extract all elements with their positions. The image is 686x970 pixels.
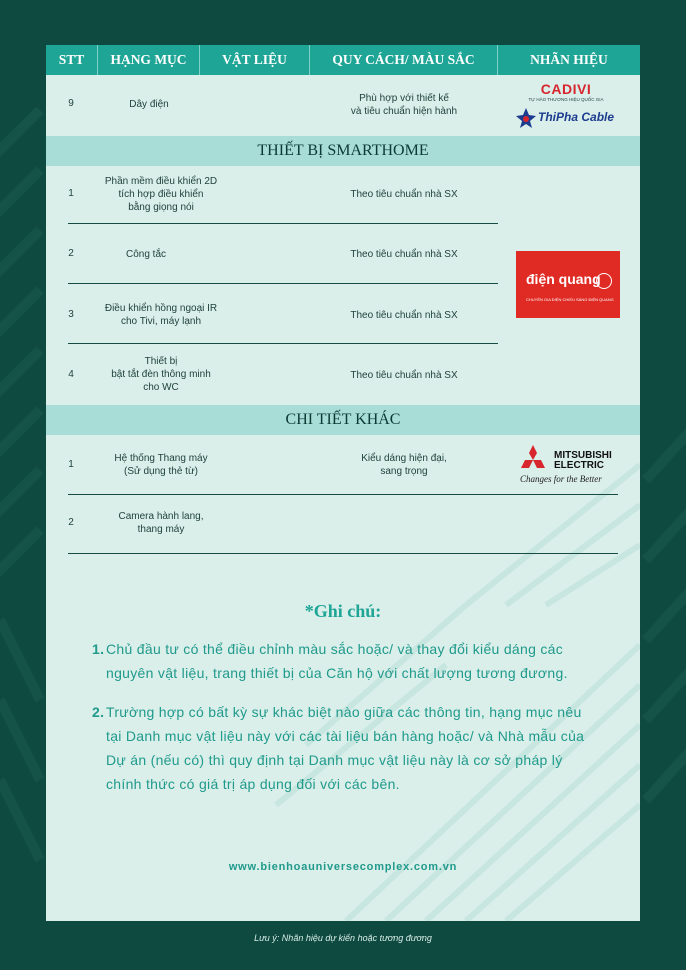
row-stt: 2	[68, 517, 74, 528]
row-stt: 3	[68, 309, 74, 320]
footer-note: Lưu ý: Nhãn hiệu dự kiến hoặc tương đương	[254, 933, 432, 943]
row-item: Camera hành lang, thang máy	[118, 511, 204, 535]
header-brand: NHÃN HIỆU	[530, 52, 608, 67]
row-item: Thiết bị bật tắt đèn thông minh cho WC	[111, 356, 211, 393]
section-title-other: CHI TIẾT KHÁC	[46, 405, 640, 435]
row-stt: 4	[68, 369, 74, 380]
row-divider	[68, 223, 498, 224]
row-item: Phần mềm điều khiển 2D tích hợp điều khiển bằng giọng nói	[104, 176, 218, 213]
table-header	[46, 45, 640, 75]
row-stt: 1	[68, 459, 74, 470]
document-page	[46, 45, 640, 921]
row-divider	[68, 343, 498, 344]
note-item: 2. Trường hợp có bất kỳ sự khác biệt nào giữa các thông tin, hạng mục nêu tại Danh mục vật liệu này với các tài liệu bán hàng hoặc/ và Nhà mẫu của Dự án (nếu có) thì quy định tại Danh mục vật liệu này là cơ sở pháp lý chính thức có giá trị áp dụng đối với các bên.	[92, 704, 585, 792]
note-item: 1. Chủ đầu tư có thể điều chỉnh màu sắc hoặc/ và thay đổi kiểu dáng các nguyên vật liệu, trang thiết bị của Căn hộ với chất lượng tương đương.	[92, 641, 568, 681]
cadivi-logo: CADIVI TỰ HÀO THƯƠNG HIỆU QUỐC GIA	[528, 81, 604, 102]
dien-quang-logo: điện quang CHUYÊN GIA ĐIỆN CHIẾU SÁNG ĐIỆN QUANG	[516, 251, 620, 318]
dien-quang-emblem-icon	[596, 273, 612, 289]
mitsubishi-diamonds-icon	[516, 445, 550, 475]
section-title-smarthome: THIẾT BỊ SMARTHOME	[46, 136, 640, 166]
row-divider	[68, 553, 618, 554]
row-stt: 1	[68, 188, 74, 199]
row-divider	[68, 494, 618, 495]
row-spec: Phù hợp với thiết kế và tiêu chuẩn hiện hành	[350, 93, 458, 117]
row-spec: Theo tiêu chuẩn nhà SX	[350, 189, 458, 200]
row-divider	[68, 283, 498, 284]
mitsubishi-electric-logo: MITSUBISHI ELECTRIC Changes for the Better	[516, 443, 620, 489]
header-spec: QUY CÁCH/ MÀU SẮC	[310, 45, 498, 75]
row-spec: Theo tiêu chuẩn nhà SX	[350, 370, 458, 381]
website-link[interactable]: www.bienhoauniversecomplex.com.vn	[228, 861, 458, 873]
row-item: Hệ thống Thang máy (Sử dụng thẻ từ)	[114, 453, 208, 477]
header-material: VẬT LIỆU	[200, 45, 310, 75]
thipha-star-icon	[516, 107, 536, 129]
row-item: Điều khiển hồng ngoại IR cho Tivi, máy lạnh	[104, 303, 218, 327]
row-spec: Kiểu dáng hiện đại, sang trọng	[361, 453, 447, 477]
row-spec: Theo tiêu chuẩn nhà SX	[350, 310, 458, 321]
row-stt: 2	[68, 248, 74, 259]
header-stt: STT	[46, 45, 98, 75]
thipha-cable-logo: ThiPha Cable	[516, 107, 621, 131]
row-spec: Theo tiêu chuẩn nhà SX	[350, 249, 458, 260]
notes-title: *Ghi chú:	[304, 601, 382, 621]
header-item: HẠNG MỤC	[98, 45, 200, 75]
row-item: Công tắc	[125, 249, 167, 260]
row-stt: 9	[68, 98, 74, 109]
row-item: Dây điện	[129, 99, 169, 110]
